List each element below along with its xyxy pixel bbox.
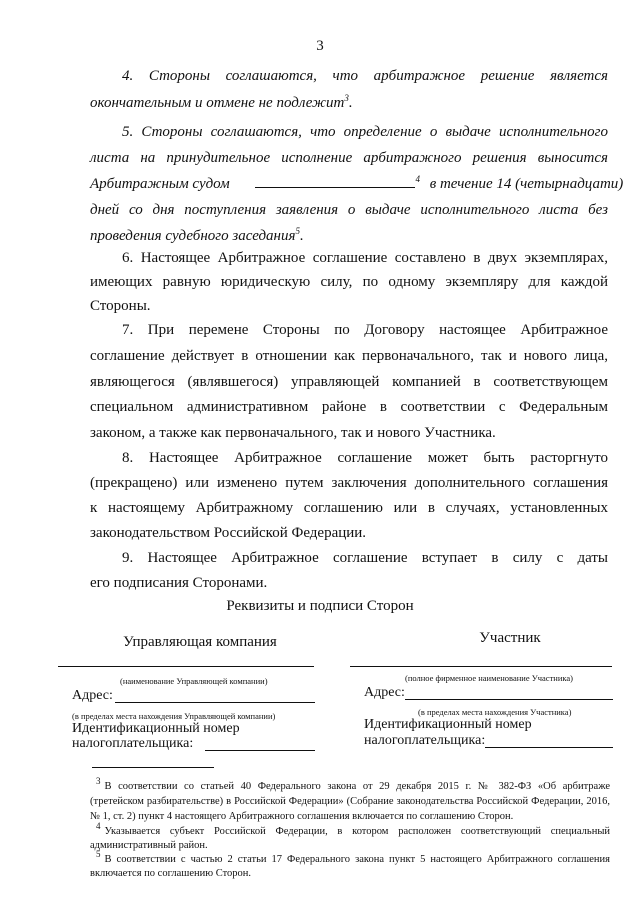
paragraph-5-line-1: 5. Стороны соглашаются, что определение о выдаче исполнительного (122, 124, 608, 140)
paragraph-5-text-5: проведения судебного заседания (90, 228, 296, 244)
paragraph-5-line-3 (90, 174, 624, 193)
footnote-4-number: 4 (96, 821, 101, 831)
paragraph-7-line-5: законом, а также как первоначального, так и нового Участника. (90, 425, 496, 441)
paragraph-6-line-1: 6. Настоящее Арбитражное соглашение составлено в двух экземплярах, (122, 250, 608, 266)
left-name-line (58, 666, 314, 667)
left-address-label: Адрес: (72, 688, 113, 703)
paragraph-9-line-1: 9. Настоящее Арбитражное соглашение вступает в силу с даты (122, 550, 608, 566)
footnote-3-text-1: В соответствии со статьей 40 Федерального закона от 29 декабря 2015 г. № 382-ФЗ «Об арбитраже (104, 781, 610, 792)
paragraph-8-line-2: (прекращено) или изменено путем заключения дополнительного соглашения (90, 475, 608, 491)
right-address-line (405, 699, 613, 700)
right-party-title: Участник (479, 630, 541, 646)
footnote-5-line-2: включается по соглашению Сторон. (90, 868, 252, 879)
right-inn-line (485, 747, 613, 748)
paragraph-5-line-2: листа на принудительное исполнение арбитражного решения выносится (90, 150, 608, 166)
footnote-5-text-1: В соответствии с частью 2 статьи 17 Федерального закона пункт 5 настоящего Арбитражного соглашения (104, 854, 610, 865)
left-address-caption: (в пределах места нахождения Управляющей компании) (72, 711, 276, 721)
requisites-title: Реквизиты и подписи Сторон (226, 598, 414, 614)
footnote-5-number: 5 (96, 849, 101, 859)
paragraph-7-line-2: соглашение действует в отношении как первоначального, так и нового лица, (90, 348, 608, 364)
left-inn-line (205, 750, 315, 751)
footnote-separator (92, 767, 214, 768)
right-inn-label-2: налогоплательщика: (364, 733, 486, 748)
right-name-caption: (полное фирменное наименование Участника) (405, 673, 573, 683)
left-party-title: Управляющая компания (123, 634, 277, 650)
right-inn-label-1: Идентификационный номер (364, 717, 532, 732)
footnote-4-line-2: административный район. (90, 840, 208, 851)
paragraph-8-line-4: законодательством Российской Федерации. (90, 525, 367, 541)
footnote-ref-5: 5 (295, 226, 300, 236)
paragraph-5-line-5: проведения судебного заседания$^5$. (90, 226, 304, 244)
paragraph-5-line-4: дней со дня поступления заявления о выдаче исполнительного листа без (90, 202, 608, 218)
right-address-label: Адрес: (364, 685, 405, 700)
footnote-ref-3: 3 (344, 93, 349, 103)
left-inn-label-2: налогоплательщика: (72, 736, 194, 751)
right-name-line (350, 666, 612, 667)
paragraph-6-line-3: Стороны. (90, 298, 151, 314)
paragraph-7-line-4: специальном административном районе в соответствии с Федеральным (90, 399, 608, 415)
footnote-ref-4: 4 (415, 174, 420, 184)
paragraph-7-line-1: 7. При перемене Стороны по Договору настоящее Арбитражное (122, 322, 608, 338)
left-inn-label-1: Идентификационный номер (72, 721, 240, 736)
footnote-3-line-2: (третейском разбирательстве) в Российской Федерации» (Собрание законодательства Российской Федерации, 2016, (90, 796, 610, 807)
paragraph-6-line-2: имеющих равную юридическую силу, по одному экземпляру для каждой (90, 274, 608, 290)
paragraph-9-line-2: его подписания Сторонами. (90, 575, 268, 591)
paragraph-7-line-3: являющегося (являвшегося) управляющей компанией в соответствующем (90, 374, 608, 390)
paragraph-4-text-2: окончательным и отмене не подлежит (90, 95, 345, 111)
paragraph-4-line-2: окончательным и отмене не подлежит$^3$. (90, 93, 353, 111)
footnote-4-line-1 (90, 821, 610, 838)
footnote-4-text-1: Указывается субъект Российской Федерации, в котором расположен соответствующий специальный (104, 826, 610, 837)
paragraph-5-text-3a: Арбитражным судом (90, 176, 230, 192)
page-number: 3 (316, 38, 324, 54)
left-name-caption: (наименование Управляющей компании) (120, 676, 268, 686)
region-blank (255, 177, 415, 188)
footnote-3-line-3: № 1, ст. 2) пункт 4 настоящего Арбитражного соглашения включается по соглашению Сторон. (90, 811, 514, 822)
left-address-line (115, 702, 315, 703)
paragraph-8-line-3: к настоящему Арбитражному соглашению или в случаях, установленных (90, 500, 608, 516)
footnote-3-line-1 (90, 776, 610, 793)
paragraph-4-line-1 (122, 68, 608, 85)
paragraph-4-text-1: 4. Стороны соглашаются, что арбитражное решение является (122, 68, 608, 84)
paragraph-5-text-3b: в течение 14 (четырнадцати) (429, 176, 624, 192)
right-address-caption: (в пределах места нахождения Участника) (418, 707, 572, 717)
paragraph-8-line-1: 8. Настоящее Арбитражное соглашение может быть расторгнуто (122, 450, 608, 466)
footnote-3-number: 3 (96, 776, 101, 786)
footnote-5-line-1 (90, 849, 610, 866)
